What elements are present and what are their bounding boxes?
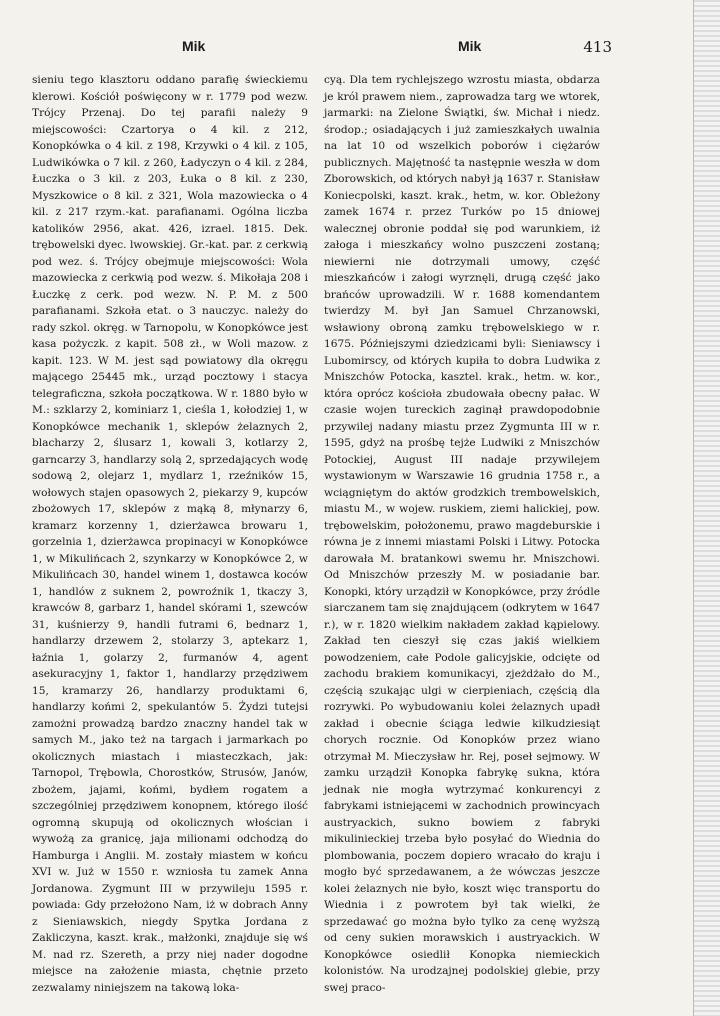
- left-column: [32, 72, 308, 994]
- page-header: [36, 38, 612, 60]
- book-edge: [693, 0, 720, 1016]
- page-number: 413: [583, 38, 612, 56]
- left-column-text: sieniu tego klasztoru oddano parafię świeckiemu klerowi. Kościół poświęcony w r. 1779 pod wezw. Trójcy Przenaj. Do tej parafii należy 9 miejscowości: Czartorya o 4 kil. z 212, Konopkówka o 4 kil. z 198, Krzywki o 4 kil. z 105, Ludwikówka o 7 kil. z 260, Ładyczyn o 4 kil. z 284, Łuczka o 3 kil. z 203, Łuka o 8 kil. z 230, Myszkowice o 8 kil. z 321, Wola mazowiecka o 4 kil. z 217 rzym.-kat. parafianami. Ogólna liczba katolików 2956, akat. 426, izrael. 1815. Dek. trębowelski dyec. lwowskiej. Gr.-kat. par. z cerkwią pod wez. ś. Trójcy obejmuje miejscowości: Wola mazowiecka z cerkwią pod wezw. ś. Mikołaja 208 i Łuczkę z cerk. pod wezw. N. P. M. z 500 parafianami. Szkoła etat. o 3 nauczyc. należy do rady szkol. okręg. w Tarnopolu, w Konopkówce jest kasa pożyczk. z kapit. 508 zł., w Woli mazow. z kapit. 123. W M. jest sąd powiatowy dla okręgu mającego 25445 mk., urząd pocztowy i stacya telegraficzna, szkoła początkowa. W r. 1880 było w M.: szklarzy 2, kominiarz 1, cieśla 1, kołodziej 1, w Konopkówce mechanik 1, sklepów żelaznych 2, blacharzy 2, ślusarz 1, kowali 3, kotlarzy 2, garncarzy 3, handlarzy solą 2, sprzedających wodę sodową 2, olejarz 1, mydlarz 1, rzeźników 15, wołowych stajen opasowych 2, piekarzy 9, kupców zbożowych 17, sklepów z mąką 8, młynarzy 6, kramarz korzenny 1, dzierżawca browaru 1, gorzelnia 1, dzierżawca propinacyi w Konopkówce 1, w Mikulińcach 2, szynkarzy w Konopkówce 2, w Mikulińcach 30, handel winem 1, dostawca koców 1, handlów z suknem 2, powroźnik 1, tkaczy 3, krawców 8, garbarz 1, handel skórami 1, szewców 31, kuśnierzy 9, handli futrami 6, bednarz 1, handlarzy drzewem 2, stolarzy 3, aptekarz 1, łaźnia 1, golarzy 2, furmanów 4, agent asekuracyjny 1, faktor 1, handlarzy przędziwem 15, kramarzy 26, handlarzy produktami 6, handlarzy końmi 2, spekulantów 5. Żydzi tutejsi zamożni prowadzą bardzo znaczny handel tak w samych M., jako też na targach i jarmarkach po okolicznych miastach i miasteczkach, jak: Tarnopol, Trębowla, Chorostków, Strusów, Janów, zbożem, jajami, końmi, bydłem rogatem a szczególniej przędziwem konopnem, którego ilość ogromną skupują od okolicznych włościan i wywożą za granicę, jaja milionami odchodzą do Hamburga i Anglii. M. zostały miastem w końcu XVI w. Już w 1550 r. wzniosła tu zamek Anna Jordanowa. Zygmunt III w przywileju 1595 r. powiada: Gdy przełożono Nam, iż w dobrach Anny z Sieniawskich, niegdy Spytka Jordana z Zakliczyna, kaszt. krak., małżonki, znajduje się wś M. nad rz. Szereth, a przy niej nader dogodne miejsce na założenie miasta, chętnie przeto zezwalamy niniejszem na takową loka-: [32, 74, 308, 994]
- running-title-left: Mik: [182, 38, 206, 54]
- right-column-text: cyą. Dla tem rychlejszego wzrostu miasta, obdarza je król prawem niem., zaprowadza targ we wtorek, jarmarki: na Zielone Świątki, św. Michał i niedz. środop.; osiadających i już zamieszkałych uwalnia na lat 10 od wszelkich poborów i ciężarów publicznych. Majętność ta następnie weszła w dom Zborowskich, od których nabył ją 1637 r. Stanisław Koniecpolski, kaszt. krak., hetm, w. kor. Obleżony zamek 1674 r. przez Turków po 15 dniowej walecznej obronie poddał się pod warunkiem, iż załoga i mieszkańcy wolno puszczeni zostaną; niewierni nie dotrzymali umowy, część mieszkańców i załogi wyrznęli, drugą część jako brańców uprowadzili. W r. 1688 komendantem twierdzy M. był Jan Samuel Chrzanowski, wsławiony obroną zamku trębowelskiego w r. 1675. Późniejszymi dziedzicami byli: Sieniawscy i Lubomirscy, od których kupiła to dobra Ludwika z Mniszchów Potocka, kasztel. krak., hetm. w. kor., która oprócz kościoła zbudowała obecny pałac. W czasie wojen tureckich zaginął prawdopodobnie przywilej nadany miastu przez Zygmunta III w r. 1595, gdyż na prośbę tejże Ludwiki z Mniszchów Potockiej, August III nadaje przywilejem wystawionym w Warszawie 16 grudnia 1758 r., a wciągniętym do aktów grodzkich trembowelskich, miastu M., w wojew. ruskiem, ziemi halickiej, pow. trębowelskim, położonemu, prawo magdeburskie i równa je z innemi miastami Polski i Litwy. Potocka darowała M. bratankowi swemu hr. Mniszchowi. Od Mniszchów przeszły M. w posiadanie bar. Konopki, który urządził w Konopkówce, przy źródle siarczanem tam się znajdującem (odkrytem w 1647 r.), w r. 1820 wielkim nakładem zakład kąpielowy. Zakład ten cieszył się czas jakiś wielkiem powodzeniem, całe Podole galicyjskie, odcięte od zachodu brakiem komunikacyi, zjeżdżało do M., częścią szukając ulgi w cierpieniach, częścią dla rozrywki. Po wybudowaniu kolei żelaznych upadł zakład i obecnie ściąga ledwie kilkudziesiąt chorych rocznie. Od Konopków przez wiano otrzymał M. Mieczysław hr. Rej, poseł sejmowy. W zamku urządził Konopka fabrykę sukna, która jednak nie mogła wytrzymać konkurencyi z fabrykami istniejącemi w zachodnich prowincyach austryackich, sukno bowiem z fabryki mikulinieckiej trzeba było posyłać do Wiednia do plombowania, poczem dopiero wracało do kraju i mogło być sprzedawanem, a że wówczas jeszcze kolei żelaznych nie było, koszt więc transportu do Wiednia i z powrotem był tak wielki, że sprzedawać go można było tylko za cenę wyższą od ceny sukien morawskich i austryackich. W Konopkówce osiedlił Konopka niemieckich kolonistów. Na urodzajnej podolskiej glebie, przy swej praco-: [324, 74, 600, 994]
- right-column: [324, 72, 600, 994]
- text-columns: [32, 72, 600, 994]
- running-title-right: Mik: [458, 38, 482, 54]
